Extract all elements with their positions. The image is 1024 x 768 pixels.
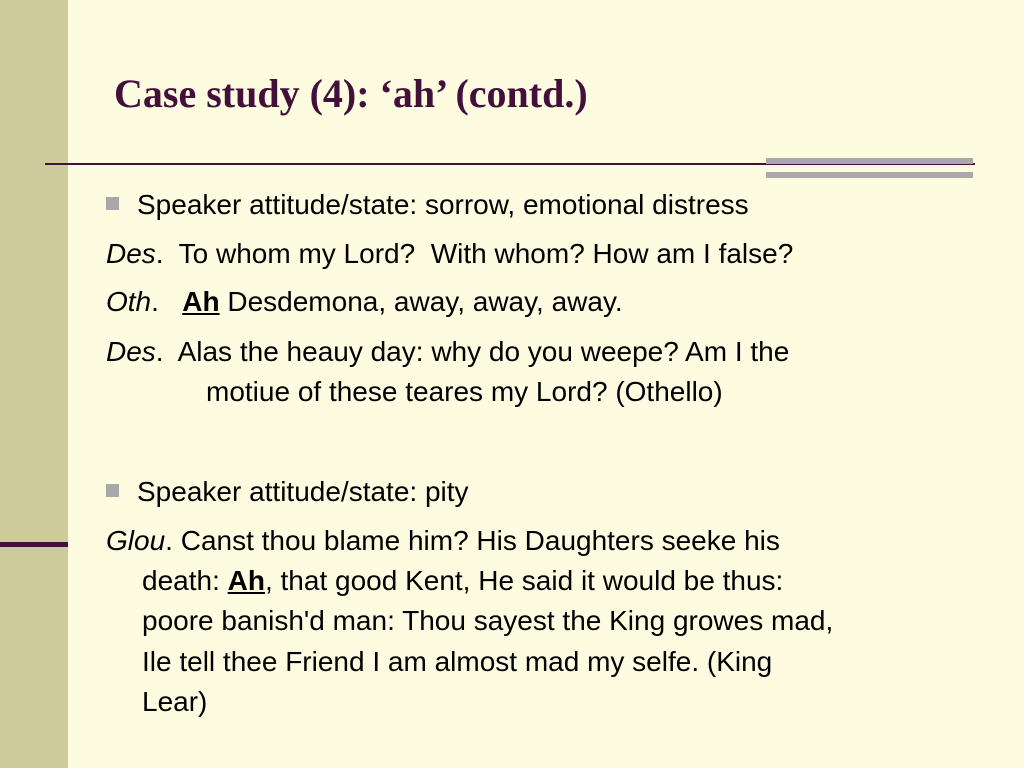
quote-continuation: motiue of these teares my Lord? (Othello): [206, 376, 723, 407]
quote-continuation: poore banish'd man: Thou sayest the King growes mad,: [142, 605, 834, 636]
emphasized-ah: Ah: [227, 565, 265, 596]
sidebar-accent-line: [0, 542, 68, 547]
emphasized-ah: Ah: [182, 286, 220, 317]
slide-title: Case study (4): ‘ah’ (contd.): [114, 71, 588, 116]
left-sidebar: [0, 0, 68, 768]
decorative-bar-top: [766, 158, 973, 164]
quote-line-des-1: [106, 238, 793, 270]
decorative-bar-bottom: [766, 172, 973, 178]
speaker-name: Oth: [106, 286, 152, 317]
quote-line-des-2: [106, 336, 789, 368]
quote-continuation: Lear): [142, 686, 208, 717]
quote-continuation: Ile tell thee Friend I am almost mad my selfe. (King: [142, 646, 773, 677]
square-bullet-icon: [106, 197, 119, 210]
bullet-text: Speaker attitude/state: pity: [137, 476, 469, 507]
bullet-item-pity: [106, 476, 469, 508]
quote-line-oth: [106, 286, 623, 318]
quote-text: death:: [142, 565, 228, 596]
bullet-item-sorrow: [106, 189, 749, 221]
quote-text: Canst thou blame him? His Daughters seeke his: [172, 525, 780, 556]
speaker-name: Des: [106, 238, 156, 269]
speaker-punct: .: [165, 525, 173, 556]
speaker-name: Des: [106, 336, 156, 367]
quote-continuation: [142, 565, 783, 597]
quote-text: , that good Kent, He said it would be thus:: [264, 565, 784, 596]
speaker-punct: .: [155, 336, 164, 367]
quote-text: Alas the heauy day: why do you weepe? Am I the: [163, 336, 790, 367]
speaker-punct: .: [151, 286, 183, 317]
quote-line-glou: [106, 525, 780, 557]
quote-text: Desdemona, away, away, away.: [219, 286, 623, 317]
speaker-punct: .: [155, 238, 164, 269]
speaker-name: Glou: [106, 525, 166, 556]
square-bullet-icon: [106, 484, 119, 497]
quote-text: To whom my Lord? With whom? How am I false?: [163, 238, 794, 269]
bullet-text: Speaker attitude/state: sorrow, emotional distress: [137, 189, 749, 220]
